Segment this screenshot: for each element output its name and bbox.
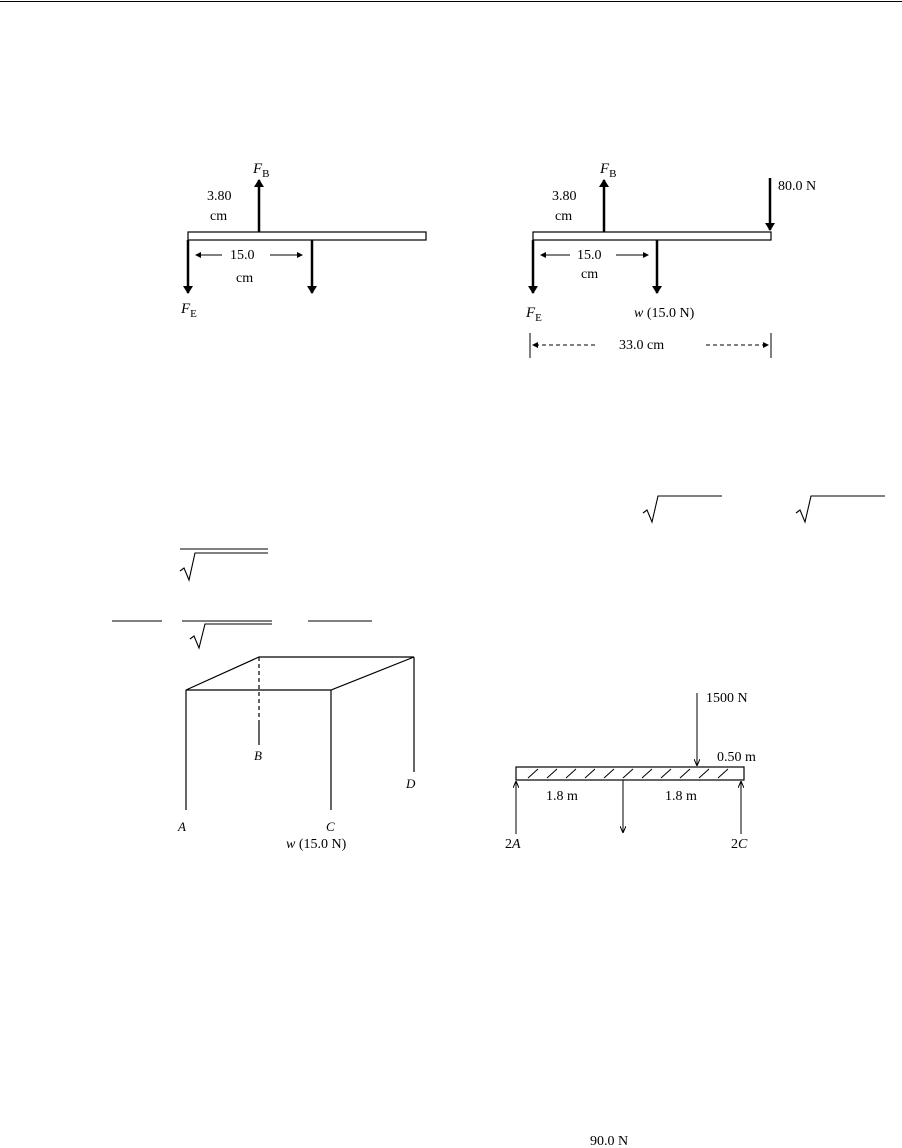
radical-sign xyxy=(180,549,268,580)
radical-sign xyxy=(796,496,885,522)
weight-label: w (15.0 N) xyxy=(286,837,347,852)
fb-label: $F_B$ xyxy=(253,161,270,180)
radical-sign xyxy=(190,624,272,648)
end-distance-label: 0.50 m xyxy=(717,750,756,765)
segment-1-label: 1.8 m xyxy=(546,789,578,804)
weight-label: w (15.0 N) xyxy=(634,306,695,321)
table-labels xyxy=(177,748,416,834)
segment-2-label: 1.8 m xyxy=(665,789,697,804)
span-value: 15.0 xyxy=(230,248,255,263)
fe-label: $F_E$ xyxy=(181,301,197,320)
hatched-beam xyxy=(516,767,744,780)
forearm-bar xyxy=(188,232,426,240)
radical-sign xyxy=(643,496,722,522)
load-label: 80.0 N xyxy=(778,179,817,194)
tabletop xyxy=(186,657,414,690)
beam-diagram xyxy=(505,691,756,1148)
fb-distance-value: 3.80 xyxy=(207,189,232,204)
weight-label: 90.0 N xyxy=(590,1134,629,1148)
leg-label-b: B xyxy=(254,748,262,763)
forearm-bar xyxy=(533,232,771,240)
fb-distance-unit: cm xyxy=(555,209,573,224)
span-unit: cm xyxy=(236,271,254,286)
leg-label-a: A xyxy=(178,819,186,834)
support-right-label: 2C xyxy=(731,837,748,852)
left-free-body-diagram xyxy=(180,161,426,852)
leg-label-c: C xyxy=(326,819,335,834)
right-free-body-diagram xyxy=(525,161,816,358)
equation-fragments xyxy=(112,496,885,648)
span-unit: cm xyxy=(581,267,599,282)
span-value: 15.0 xyxy=(577,248,602,263)
support-left-label: 2A xyxy=(505,837,521,852)
fe-label: $F_E$ xyxy=(526,305,542,324)
length-label: 33.0 cm xyxy=(619,338,665,353)
fb-distance-value: 3.80 xyxy=(552,189,577,204)
fb-label: $F_B$ xyxy=(600,161,617,180)
fb-distance-unit: cm xyxy=(210,209,228,224)
load-label: 1500 N xyxy=(706,691,748,706)
table-diagram xyxy=(186,657,414,810)
leg-label-d: D xyxy=(406,776,416,791)
